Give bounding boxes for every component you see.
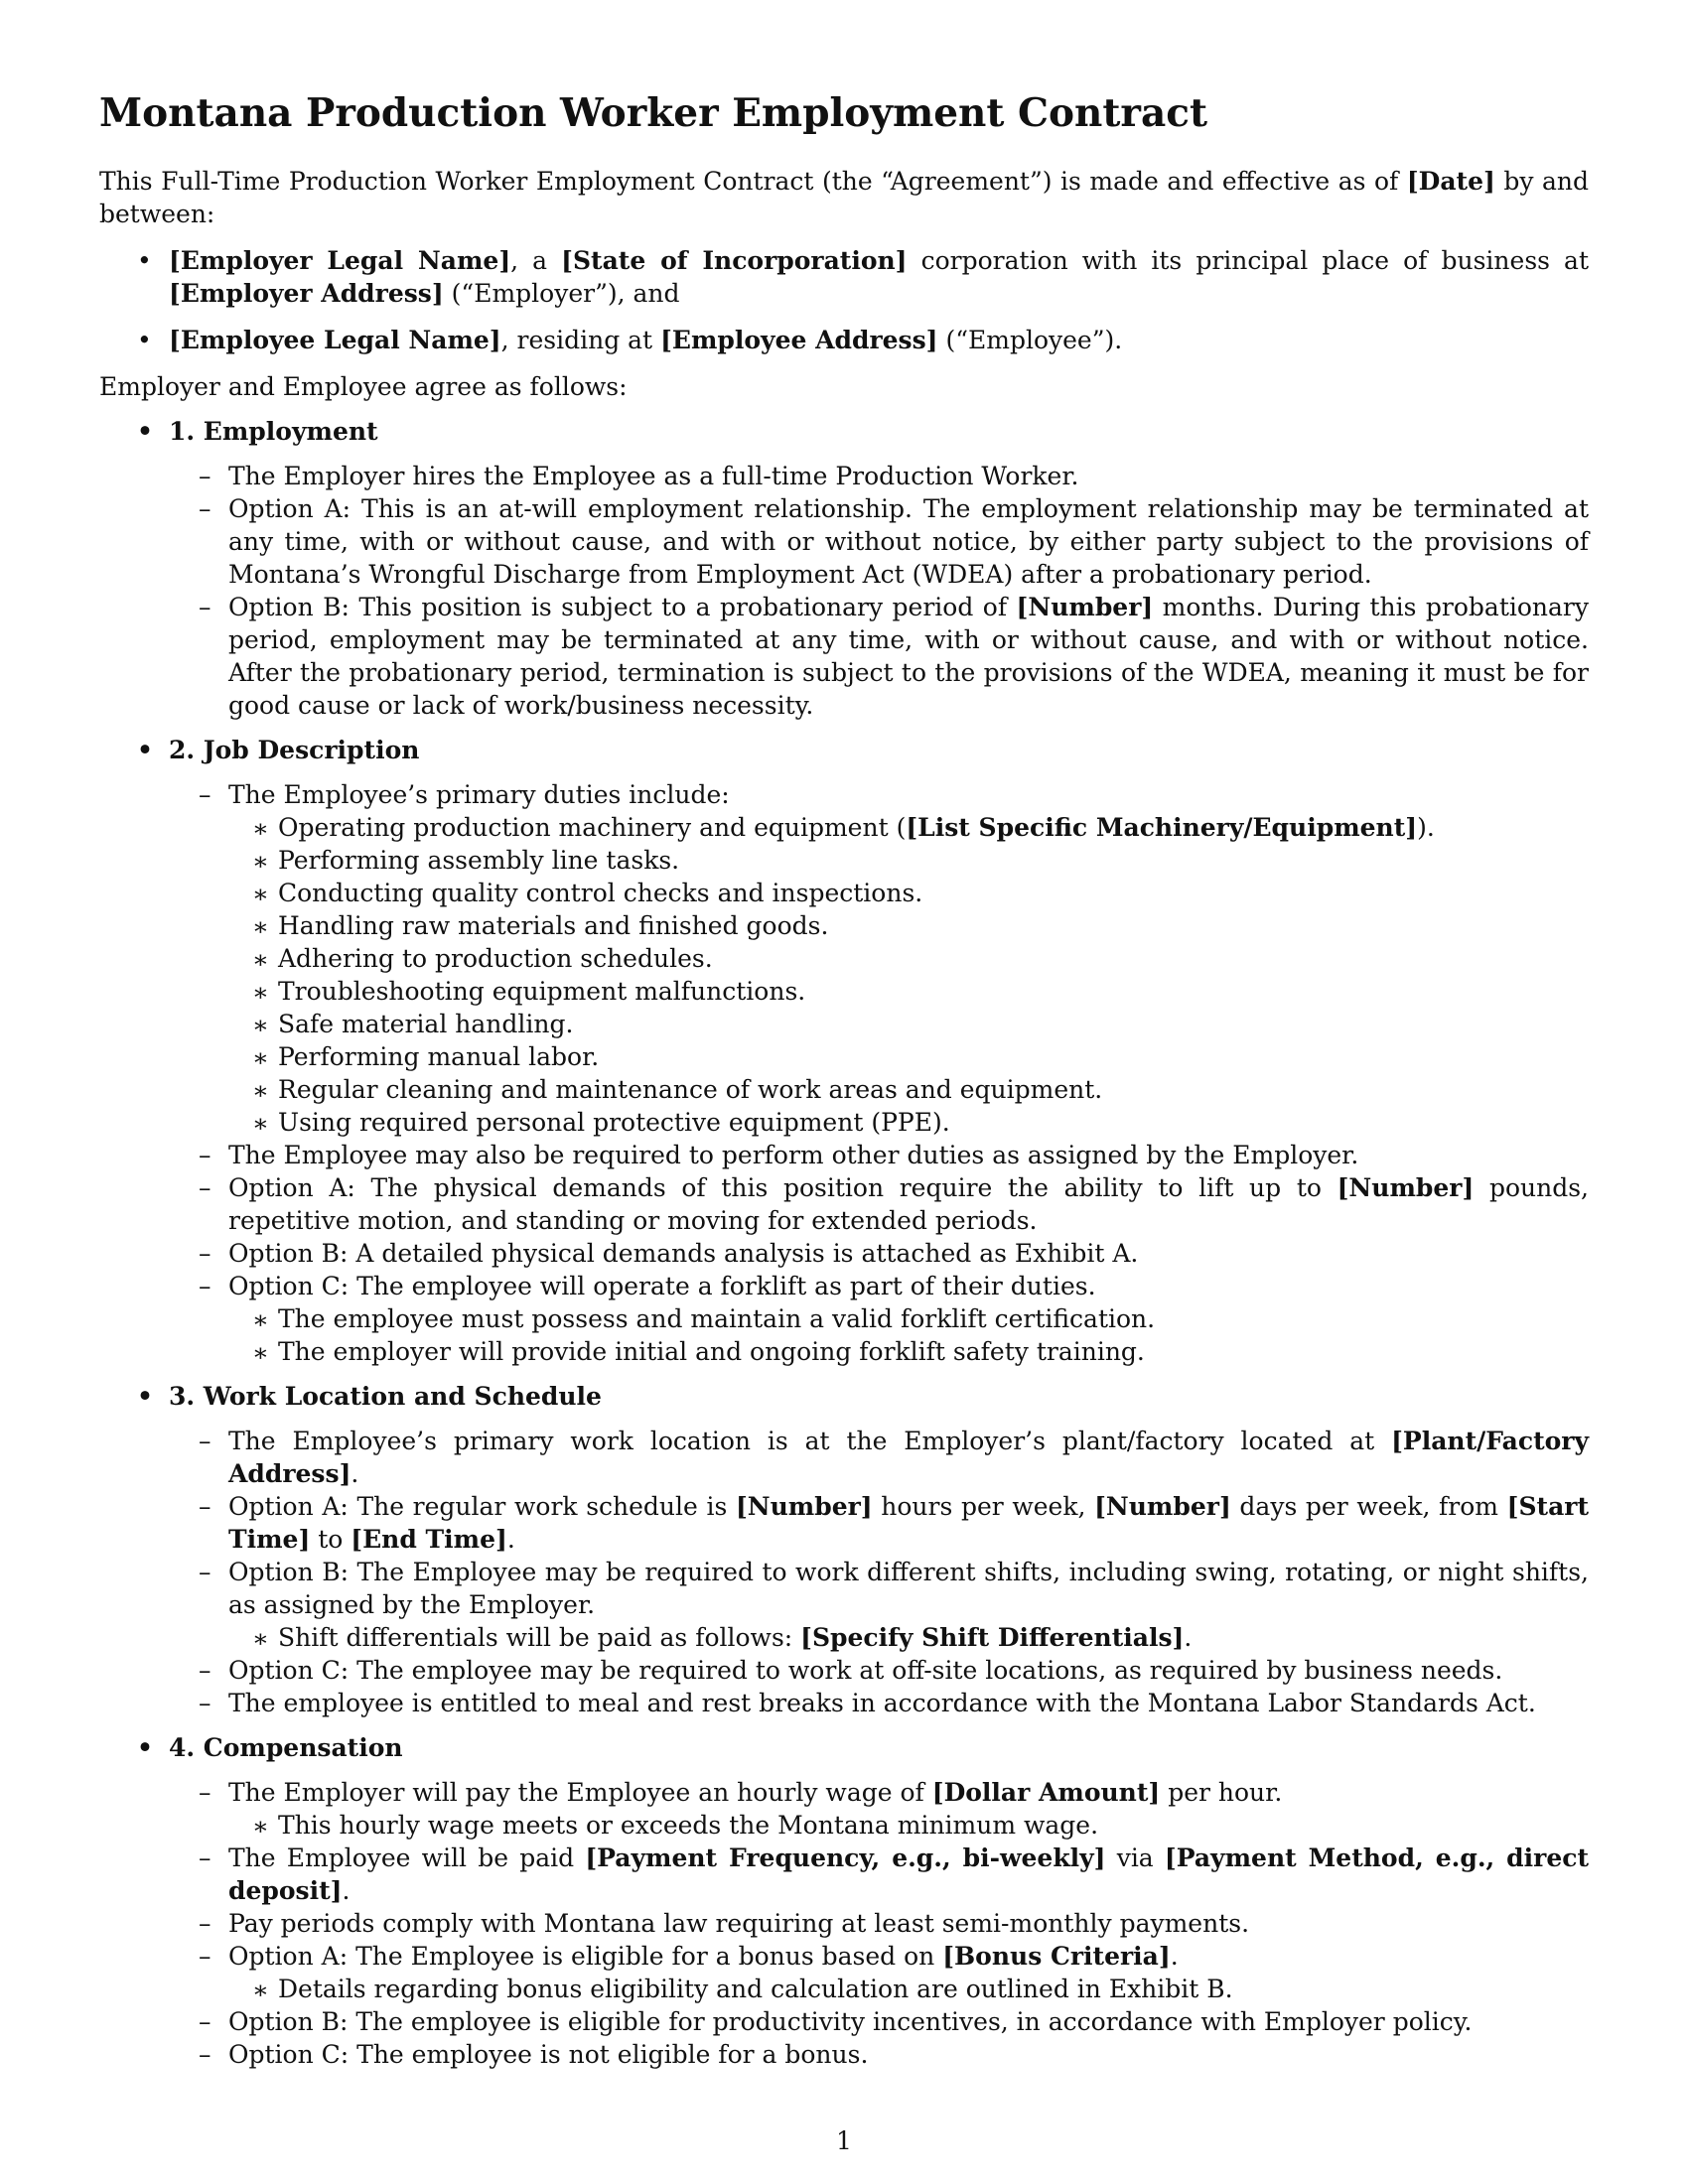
intro-paragraph: This Full-Time Production Worker Employment Contract (the “Agreement”) is made and effective as of [Date] by and between:: [99, 167, 1590, 228]
section-job-description: [99, 734, 1589, 1368]
duty-item: ∗ Using required personal protective equipment (PPE).: [228, 1106, 1589, 1139]
sub-item: ∗ The employee must possess and maintain a valid forklift certification.: [228, 1302, 1589, 1335]
duties-list: [99, 811, 1589, 1139]
section-title: • 1. Employment: [99, 415, 1589, 448]
list-item: – Option C: The employee may be required to work at off-site locations, as required by business needs.: [99, 1654, 1589, 1687]
section-employment: [99, 415, 1589, 722]
section-title: • 3. Work Location and Schedule: [99, 1380, 1589, 1413]
list-item: – The Employee may also be required to perform other duties as assigned by the Employer.: [99, 1139, 1589, 1171]
list-item: – Pay periods comply with Montana law requiring at least semi-monthly payments.: [99, 1907, 1589, 1940]
list-item: – The Employee’s primary work location is at the Employer’s plant/factory located at [Plant/Factory Address].: [99, 1425, 1589, 1490]
section-compensation: [99, 1731, 1589, 2071]
list-item: – Option A: The physical demands of this position require the ability to lift up to [Number] pounds, repetitive motion, and standing or moving for extended periods.: [99, 1171, 1589, 1237]
duty-item: ∗ Safe material handling.: [228, 1008, 1589, 1040]
duty-item: ∗ Operating production machinery and equipment ([List Specific Machinery/Equipment]).: [228, 811, 1589, 844]
section-title: • 2. Job Description: [99, 734, 1589, 766]
sub-item: ∗ This hourly wage meets or exceeds the Montana minimum wage.: [228, 1809, 1589, 1842]
list-item: – Option A: The Employee is eligible for a bonus based on [Bonus Criteria]. ∗ Details regarding bonus eligibility and calculation are outlined in Exhibit B.: [99, 1940, 1589, 2005]
duty-item: ∗ Performing assembly line tasks.: [228, 844, 1589, 877]
duty-item: ∗ Adhering to production schedules.: [228, 942, 1589, 975]
list-item: – Option A: The regular work schedule is [Number] hours per week, [Number] days per week, from [Start Time] to [End Time].: [99, 1490, 1589, 1556]
duty-item: ∗ Troubleshooting equipment malfunctions.: [228, 975, 1589, 1008]
document-title: Montana Production Worker Employment Contract: [99, 90, 1207, 136]
sections-list: [99, 415, 1589, 2071]
list-item: – The employee is entitled to meal and rest breaks in accordance with the Montana Labor Standards Act.: [99, 1687, 1589, 1719]
section-title: • 4. Compensation: [99, 1731, 1589, 1764]
sub-item: ∗ Details regarding bonus eligibility and calculation are outlined in Exhibit B.: [228, 1973, 1589, 2005]
list-item: – Option B: This position is subject to a probationary period of [Number] months. During this probationary period, employment may be terminated at any time, with or without cause, and with or without notice. After the probationary period, termination is subject to the provisions of the WDEA, meaning it must be for good cause or lack of work/business necessity.: [99, 591, 1589, 722]
duty-item: ∗ Performing manual labor.: [228, 1040, 1589, 1073]
list-item: – Option B: The employee is eligible for productivity incentives, in accordance with Employer policy.: [99, 2005, 1589, 2038]
list-item: – The Employer hires the Employee as a full-time Production Worker.: [99, 460, 1589, 492]
duty-item: ∗ Handling raw materials and finished goods.: [228, 909, 1589, 942]
sub-item: ∗ The employer will provide initial and ongoing forklift safety training.: [228, 1335, 1589, 1368]
employer-party: • [Employer Legal Name], a [State of Incorporation] corporation with its principal place of business at [Employer Address] (“Employer”), and: [99, 244, 1589, 310]
employee-party: • [Employee Legal Name], residing at [Employee Address] (“Employee”).: [99, 324, 1589, 356]
list-item: – Option B: A detailed physical demands analysis is attached as Exhibit A.: [99, 1237, 1589, 1270]
list-item: – Option A: This is an at-will employment relationship. The employment relationship may be terminated at any time, with or without cause, and with or without notice, by either party subject to the provisions of Montana’s Wrongful Discharge from Employment Act (WDEA) after a probationary period.: [99, 492, 1589, 591]
date-placeholder: [Date]: [1406, 167, 1495, 196]
document-page: [99, 89, 1589, 2083]
list-item: – Option C: The employee is not eligible for a bonus.: [99, 2038, 1589, 2071]
section-work-location: [99, 1380, 1589, 1719]
agree-text: Employer and Employee agree as follows:: [99, 372, 628, 401]
list-item: – Option C: The employee will operate a forklift as part of their duties. ∗ The employee must possess and maintain a valid forklift certification. ∗ The employer will provide initial and ongoing forklift safety training.: [99, 1270, 1589, 1368]
list-item: – The Employee will be paid [Payment Frequency, e.g., bi-weekly] via [Payment Method, e.g., direct deposit].: [99, 1842, 1589, 1907]
list-item: – The Employee’s primary duties include: ∗ Operating production machinery and equipment ([List Specific Machinery/Equipment]). ∗ Performing assembly line tasks. ∗ Conducting quality control checks and inspections. ∗ Handling raw materials and finished goods. ∗ Adhering to production schedules. ∗ Troubleshooting equipment malfunctions. ∗ Safe material handling. ∗ Performing manual labor. ∗ Regular cleaning and maintenance of work areas and equipment. ∗ Using required personal protective equipment (PPE).: [99, 778, 1589, 1139]
list-item: – Option B: The Employee may be required to work different shifts, including swing, rotating, or night shifts, as assigned by the Employer. ∗ Shift differentials will be paid as follows: [Specify Shift Differentials].: [99, 1556, 1589, 1654]
duty-item: ∗ Conducting quality control checks and inspections.: [228, 877, 1589, 909]
duty-item: ∗ Regular cleaning and maintenance of work areas and equipment.: [228, 1073, 1589, 1106]
page-number: 1: [836, 2126, 852, 2155]
list-item: – The Employer will pay the Employee an hourly wage of [Dollar Amount] per hour. ∗ This hourly wage meets or exceeds the Montana minimum wage.: [99, 1776, 1589, 1842]
parties-list: [99, 244, 1589, 356]
sub-item: ∗ Shift differentials will be paid as follows: [Specify Shift Differentials].: [228, 1621, 1589, 1654]
